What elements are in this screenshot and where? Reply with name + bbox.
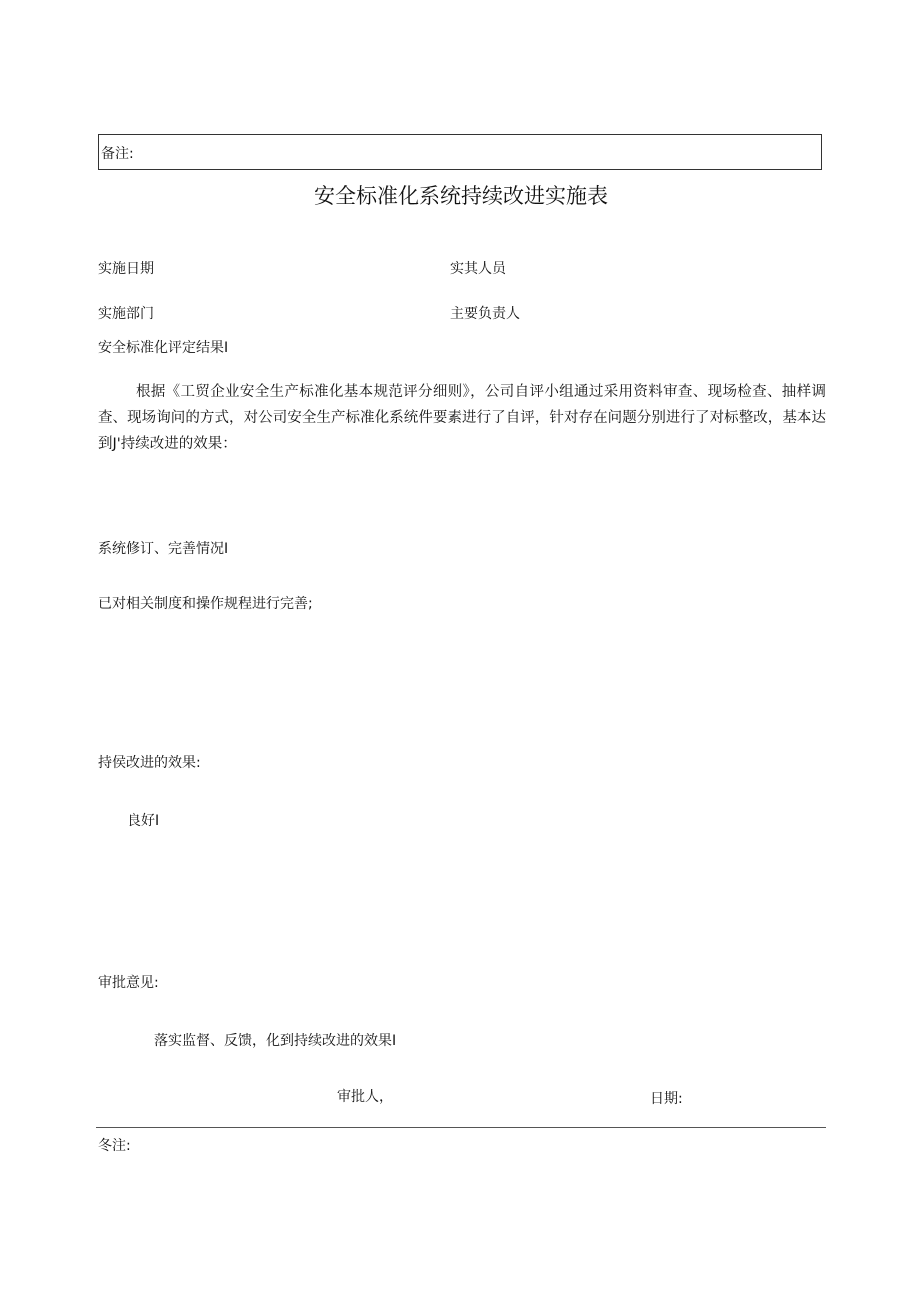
revision-heading: 系统修订、完善情况I: [98, 541, 229, 557]
effect-text: 良好I: [127, 813, 160, 829]
footer-divider: [96, 1127, 826, 1128]
leader-label: 主要负责人: [450, 306, 520, 322]
personnel-label: 实其人员: [450, 261, 506, 277]
revision-text: 已对相关制度和操作规程进行完善;: [98, 596, 313, 612]
department-label: 实施部门: [98, 306, 154, 322]
approval-text: 落实监督、反馈，化到持续改进的效果I: [154, 1033, 397, 1049]
header-note-label: 备注:: [101, 146, 134, 162]
header-note-box: [98, 134, 822, 170]
date-label: 实施日期: [98, 261, 154, 277]
approver-label: 审批人，: [337, 1089, 393, 1105]
approval-date-label: 日期:: [650, 1091, 683, 1107]
effect-heading: 持侯改进的效果:: [98, 755, 201, 771]
page-title: 安全标准化系统持续改进实施表: [314, 184, 608, 208]
result-heading: 安全标准化评定结果I: [98, 340, 229, 356]
result-paragraph: 根据《工贸企业安全生产标准化基本规范评分细则》，公司自评小组通过采用资料审查、现场检查、抽样调查、现场询问的方式，对公司安全生产标准化系统件要素进行了自评，针对存在问题分别进行了对标整改，基本达到J'持续改进的效果：: [98, 384, 826, 452]
approval-heading: 审批意见:: [98, 975, 159, 991]
footer-note-label: 冬注:: [98, 1138, 131, 1154]
